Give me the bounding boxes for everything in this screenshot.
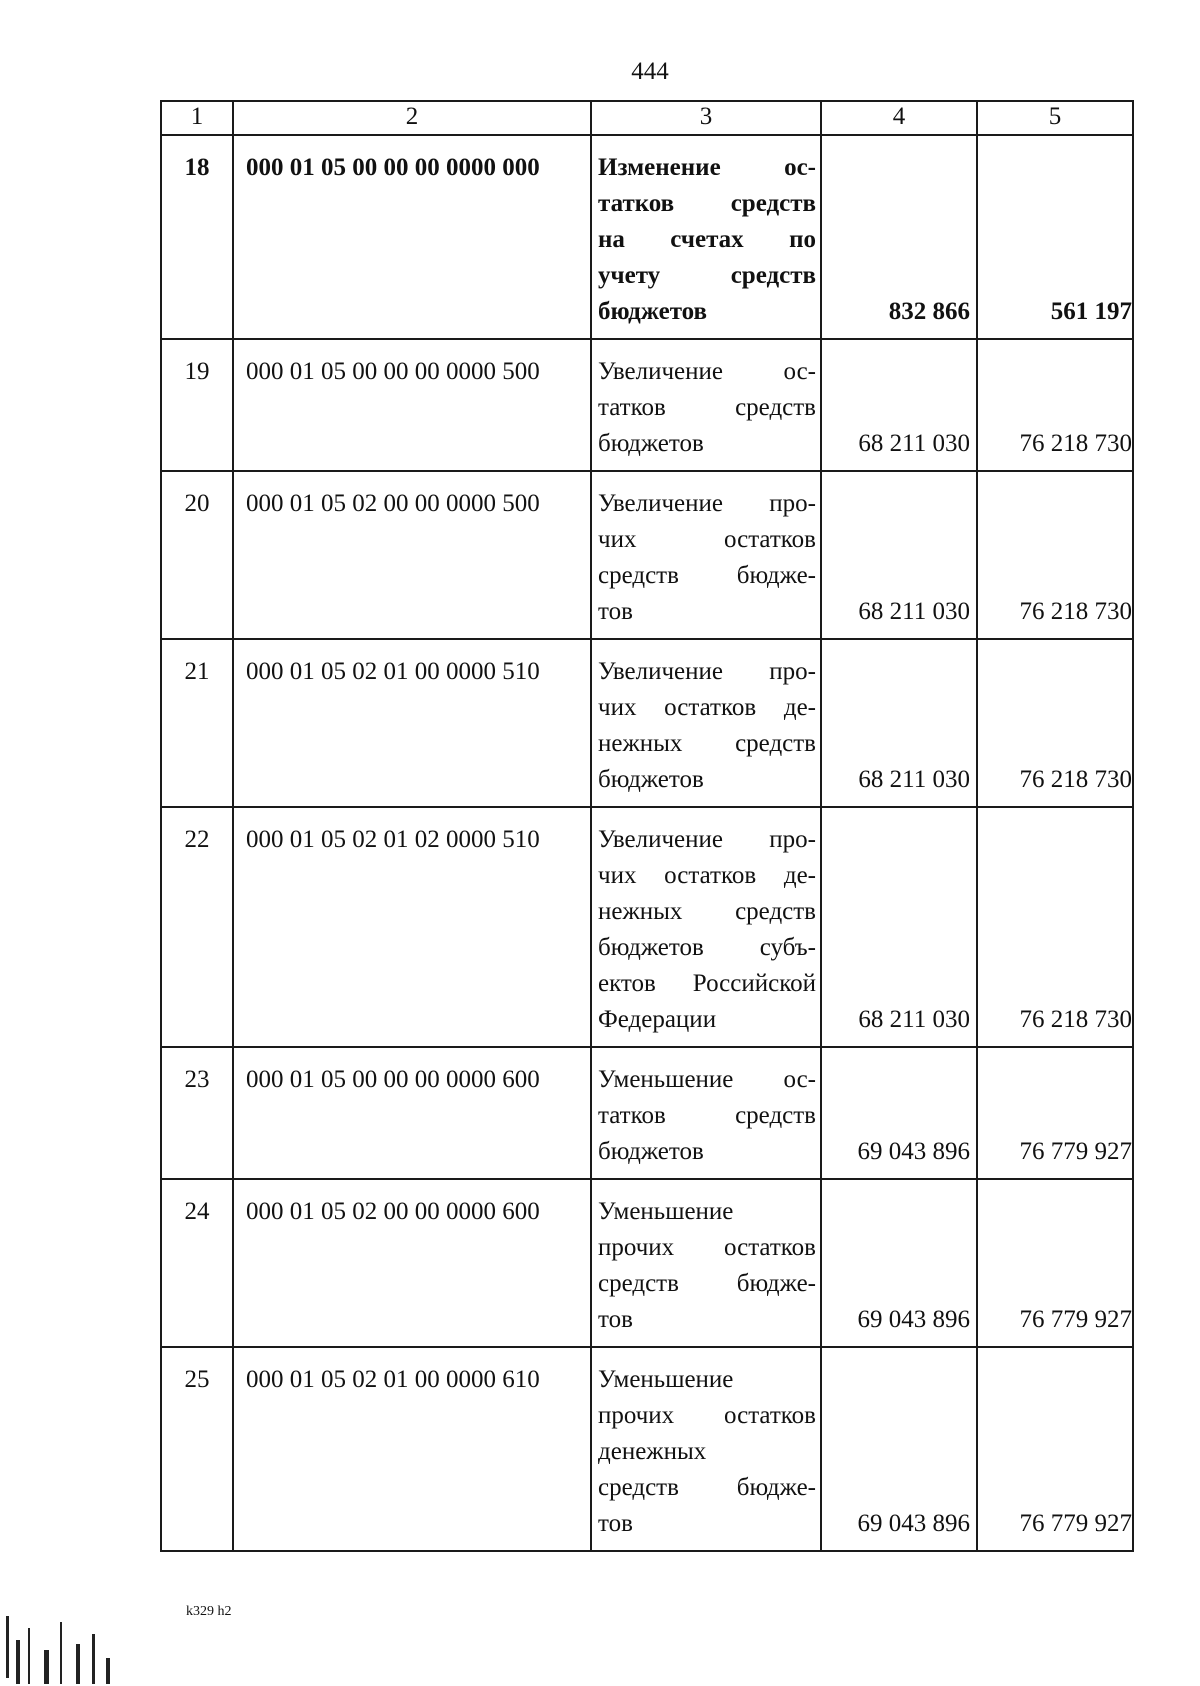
description-line: чих остатков <box>598 526 816 553</box>
description-cell <box>591 1047 821 1179</box>
budget-code-cell: 000 01 05 00 00 00 0000 500 <box>233 339 591 471</box>
row-number-cell: 23 <box>161 1047 233 1179</box>
amount-col5-cell: 561 197 <box>977 135 1133 339</box>
description-cell <box>591 135 821 339</box>
table-row <box>161 339 1133 471</box>
page-number: 444 <box>631 58 669 85</box>
scan-artifact <box>0 1600 118 1686</box>
table-row <box>161 639 1133 807</box>
amount-col4-cell: 68 211 030 <box>821 807 977 1047</box>
description-line: учету средств <box>598 262 816 289</box>
description-line: нежных средств <box>598 730 816 757</box>
description-cell <box>591 1179 821 1347</box>
description-line: тов <box>598 598 633 625</box>
description-line: Изменение ос- <box>598 154 816 181</box>
description-line: татков средств <box>598 394 816 421</box>
table-body <box>161 135 1133 1551</box>
description-line: прочих остатков <box>598 1234 816 1261</box>
description-line: чих остатков де- <box>598 862 816 889</box>
amount-col4-cell: 68 211 030 <box>821 339 977 471</box>
amount-col4-cell: 69 043 896 <box>821 1179 977 1347</box>
column-header-5: 5 <box>977 101 1133 135</box>
budget-code-cell: 000 01 05 02 01 00 0000 510 <box>233 639 591 807</box>
description-line: Уменьшение <box>598 1366 734 1393</box>
description-line: татков средств <box>598 190 816 217</box>
description-line: прочих остатков <box>598 1402 816 1429</box>
description-cell <box>591 1347 821 1551</box>
description-line: средств бюдже- <box>598 1474 816 1501</box>
description-line: Уменьшение <box>598 1198 734 1225</box>
description-line: денежных <box>598 1438 707 1465</box>
row-number-cell: 22 <box>161 807 233 1047</box>
row-number-cell: 20 <box>161 471 233 639</box>
table-row <box>161 1047 1133 1179</box>
description-line: бюджетов <box>598 1138 704 1165</box>
row-number-cell: 18 <box>161 135 233 339</box>
budget-table <box>160 100 1134 1552</box>
description-line: на счетах по <box>598 226 816 253</box>
amount-col5-cell: 76 218 730 <box>977 471 1133 639</box>
description-line: бюджетов <box>598 298 708 325</box>
description-line: ектов Российской <box>598 970 816 997</box>
table-header-row <box>161 101 1133 135</box>
row-number-cell: 24 <box>161 1179 233 1347</box>
budget-code-cell: 000 01 05 02 00 00 0000 600 <box>233 1179 591 1347</box>
column-header-4: 4 <box>821 101 977 135</box>
row-number-cell: 25 <box>161 1347 233 1551</box>
amount-col4-cell: 69 043 896 <box>821 1047 977 1179</box>
budget-code-cell: 000 01 05 02 00 00 0000 500 <box>233 471 591 639</box>
description-line: бюджетов <box>598 766 704 793</box>
amount-col5-cell: 76 779 927 <box>977 1347 1133 1551</box>
description-line: татков средств <box>598 1102 816 1129</box>
description-line: Федерации <box>598 1006 717 1033</box>
description-cell <box>591 339 821 471</box>
budget-code-cell: 000 01 05 00 00 00 0000 000 <box>233 135 591 339</box>
column-header-2: 2 <box>233 101 591 135</box>
budget-code-cell: 000 01 05 02 01 02 0000 510 <box>233 807 591 1047</box>
description-line: средств бюдже- <box>598 1270 816 1297</box>
table-row <box>161 471 1133 639</box>
row-number-cell: 21 <box>161 639 233 807</box>
description-line: тов <box>598 1510 633 1537</box>
description-cell <box>591 807 821 1047</box>
budget-code-cell: 000 01 05 02 01 00 0000 610 <box>233 1347 591 1551</box>
description-line: средств бюдже- <box>598 562 816 589</box>
amount-col5-cell: 76 779 927 <box>977 1179 1133 1347</box>
table-row <box>161 1347 1133 1551</box>
amount-col4-cell: 832 866 <box>821 135 977 339</box>
amount-col4-cell: 69 043 896 <box>821 1347 977 1551</box>
description-line: Увеличение про- <box>598 658 816 685</box>
description-line: Увеличение про- <box>598 490 816 517</box>
description-line: бюджетов <box>598 430 704 457</box>
table-row <box>161 135 1133 339</box>
amount-col5-cell: 76 218 730 <box>977 339 1133 471</box>
description-line: чих остатков де- <box>598 694 816 721</box>
amount-col4-cell: 68 211 030 <box>821 639 977 807</box>
description-line: Увеличение про- <box>598 826 816 853</box>
row-number-cell: 19 <box>161 339 233 471</box>
amount-col4-cell: 68 211 030 <box>821 471 977 639</box>
description-line: Увеличение ос- <box>598 358 816 385</box>
amount-col5-cell: 76 218 730 <box>977 639 1133 807</box>
description-line: тов <box>598 1306 633 1333</box>
amount-col5-cell: 76 779 927 <box>977 1047 1133 1179</box>
budget-code-cell: 000 01 05 00 00 00 0000 600 <box>233 1047 591 1179</box>
table-row <box>161 1179 1133 1347</box>
description-line: нежных средств <box>598 898 816 925</box>
description-cell <box>591 639 821 807</box>
column-header-3: 3 <box>591 101 821 135</box>
description-line: бюджетов субъ- <box>598 934 816 961</box>
column-header-1: 1 <box>161 101 233 135</box>
footer-code: k329 h2 <box>186 1604 232 1619</box>
description-cell <box>591 471 821 639</box>
table-row <box>161 807 1133 1047</box>
description-line: Уменьшение ос- <box>598 1066 816 1093</box>
amount-col5-cell: 76 218 730 <box>977 807 1133 1047</box>
